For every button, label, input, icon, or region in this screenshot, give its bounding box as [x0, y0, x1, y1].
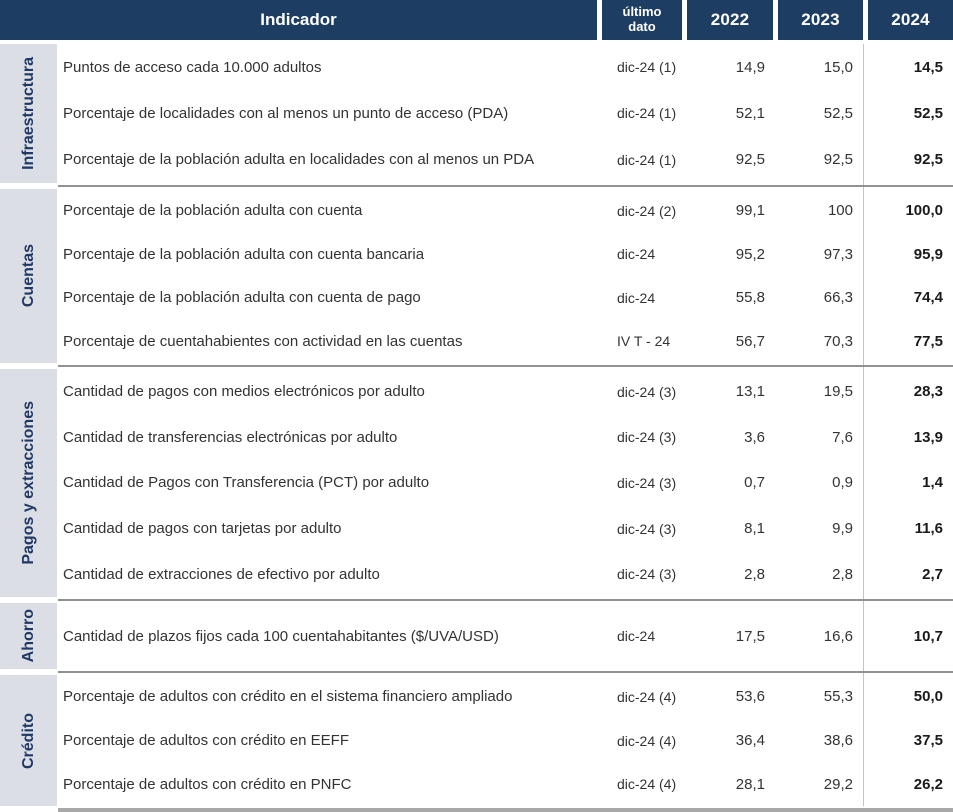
group-rows — [57, 189, 953, 363]
value-2024-cell: 10,7 — [913, 627, 943, 645]
table-row — [57, 44, 953, 90]
group-label-cell — [0, 369, 57, 597]
row-group — [0, 189, 953, 363]
indicator-cell: Porcentaje de la población adulta en localidades con al menos un PDA — [63, 151, 535, 169]
value-2022-cell: 55,8 — [735, 289, 765, 307]
last-data-cell: dic-24 (4) — [617, 776, 677, 793]
value-2023-cell: 29,2 — [823, 775, 853, 793]
value-2022-cell: 2,8 — [744, 565, 765, 583]
value-2022-cell: 92,5 — [735, 151, 765, 169]
value-2024-cell: 28,3 — [913, 383, 943, 401]
value-2024-cell: 11,6 — [914, 520, 943, 538]
value-2023-cell: 15,0 — [823, 58, 853, 76]
last-data-cell: dic-24 (4) — [617, 732, 677, 749]
table-row — [57, 369, 953, 415]
last-data-cell: dic-24 (3) — [617, 474, 677, 491]
last-data-cell: dic-24 (4) — [617, 688, 677, 705]
group-label: Ahorro — [19, 609, 37, 663]
group-label-cell — [0, 603, 57, 669]
table-row — [57, 90, 953, 136]
indicator-cell: Porcentaje de la población adulta con cuenta de pago — [63, 289, 421, 307]
group-label: Crédito — [19, 712, 37, 769]
group-separator — [58, 599, 953, 601]
last-data-cell: dic-24 — [617, 289, 656, 306]
group-separator — [58, 365, 953, 367]
value-2022-cell: 56,7 — [735, 332, 765, 350]
indicator-cell: Cantidad de extracciones de efectivo por adulto — [63, 565, 380, 583]
last-data-cell: IV T - 24 — [617, 333, 671, 350]
table-row — [57, 460, 953, 506]
table-row — [57, 506, 953, 552]
header-year-2022: 2022 — [687, 0, 773, 40]
group-rows — [57, 603, 953, 669]
indicator-cell: Porcentaje de la población adulta con cuenta bancaria — [63, 245, 425, 263]
row-group — [0, 44, 953, 183]
table-row — [57, 762, 953, 806]
indicator-cell: Puntos de acceso cada 10.000 adultos — [63, 58, 322, 76]
value-2022-cell: 28,1 — [735, 775, 765, 793]
value-2023-cell: 0,9 — [832, 474, 853, 492]
table-row — [57, 233, 953, 277]
value-2022-cell: 95,2 — [735, 245, 765, 263]
value-2024-cell: 37,5 — [913, 732, 943, 749]
last-data-cell: dic-24 (3) — [617, 383, 677, 400]
table-body — [0, 44, 953, 806]
last-data-cell: dic-24 (2) — [617, 202, 677, 219]
group-rows — [57, 44, 953, 183]
value-2024-cell: 50,0 — [913, 688, 943, 706]
indicator-cell: Cantidad de transferencias electrónicas por adulto — [63, 428, 398, 446]
value-2023-cell: 52,5 — [823, 104, 853, 122]
table-row — [57, 675, 953, 719]
value-2023-cell: 7,6 — [832, 428, 853, 446]
last-data-cell: dic-24 (1) — [617, 105, 677, 122]
value-2023-cell: 92,5 — [823, 151, 853, 169]
value-2024-cell: 1,4 — [922, 474, 943, 492]
value-2022-cell: 53,6 — [735, 688, 765, 706]
indicator-cell: Cantidad de pagos con medios electrónicos por adulto — [63, 383, 425, 401]
group-rows — [57, 675, 953, 806]
indicator-cell: Porcentaje de cuentahabientes con actividad en las cuentas — [63, 332, 463, 350]
last-data-cell: dic-24 (1) — [617, 59, 677, 76]
table-row — [57, 719, 953, 763]
bottom-bar — [58, 808, 953, 812]
group-separator — [58, 671, 953, 673]
group-label-cell — [0, 675, 57, 806]
value-2024-cell: 2,7 — [922, 565, 943, 583]
value-2023-cell: 2,8 — [832, 565, 853, 583]
value-2022-cell: 3,6 — [744, 428, 765, 446]
indicator-cell: Porcentaje de adultos con crédito en el sistema financiero ampliado — [63, 688, 513, 706]
value-2024-cell: 74,4 — [913, 289, 943, 307]
value-2024-cell: 14,5 — [913, 58, 943, 76]
last-data-cell: dic-24 — [617, 628, 656, 644]
table-row — [57, 320, 953, 364]
value-2023-cell: 97,3 — [823, 245, 853, 263]
value-2024-cell: 100,0 — [905, 202, 943, 220]
value-2022-cell: 52,1 — [735, 104, 765, 122]
last-data-cell: dic-24 (3) — [617, 520, 677, 537]
indicator-cell: Cantidad de plazos fijos cada 100 cuentahabitantes ($/UVA/USD) — [63, 627, 499, 645]
table-row — [57, 551, 953, 597]
table-header — [0, 0, 953, 40]
value-2023-cell: 38,6 — [823, 732, 853, 749]
group-label: Infraestructura — [19, 57, 37, 170]
table-row — [57, 189, 953, 233]
header-last-data: último dato — [602, 0, 682, 40]
last-data-cell: dic-24 — [617, 246, 656, 263]
header-indicator: Indicador — [0, 0, 597, 40]
last-data-cell: dic-24 (3) — [617, 566, 677, 583]
value-2023-cell: 55,3 — [823, 688, 853, 706]
group-label: Pagos y extracciones — [19, 401, 37, 565]
value-2023-cell: 16,6 — [823, 627, 853, 645]
group-label: Cuentas — [19, 244, 37, 308]
value-2023-cell: 66,3 — [823, 289, 853, 307]
value-2022-cell: 36,4 — [735, 732, 765, 749]
value-2024-cell: 26,2 — [913, 775, 943, 793]
indicator-cell: Porcentaje de adultos con crédito en PNFC — [63, 775, 352, 793]
indicator-cell: Porcentaje de localidades con al menos un punto de acceso (PDA) — [63, 104, 509, 122]
value-2024-cell: 77,5 — [913, 332, 943, 350]
value-2022-cell: 8,1 — [744, 520, 765, 538]
value-2023-cell: 9,9 — [832, 520, 853, 538]
last-data-cell: dic-24 (3) — [617, 429, 677, 446]
table-row — [57, 276, 953, 320]
group-label-cell — [0, 44, 57, 183]
table-row — [57, 137, 953, 183]
last-data-cell: dic-24 (1) — [617, 151, 677, 168]
value-2024-cell: 92,5 — [913, 151, 943, 169]
value-2024-cell: 13,9 — [913, 428, 943, 446]
row-group — [0, 369, 953, 597]
header-year-2024: 2024 — [868, 0, 953, 40]
table-row — [57, 603, 953, 669]
row-group — [0, 603, 953, 669]
value-2023-cell: 19,5 — [823, 383, 853, 401]
value-2022-cell: 0,7 — [744, 474, 765, 492]
table-row — [57, 415, 953, 461]
row-group — [0, 675, 953, 806]
header-year-2023: 2023 — [778, 0, 863, 40]
value-2022-cell: 17,5 — [735, 627, 765, 645]
indicator-cell: Porcentaje de adultos con crédito en EEFF — [63, 732, 349, 749]
value-2022-cell: 99,1 — [735, 202, 765, 220]
indicator-cell: Cantidad de Pagos con Transferencia (PCT) por adulto — [63, 474, 430, 492]
value-2023-cell: 100 — [827, 202, 853, 220]
value-2024-cell: 52,5 — [913, 104, 943, 122]
value-2024-cell: 95,9 — [913, 245, 943, 263]
group-rows — [57, 369, 953, 597]
group-separator — [58, 185, 953, 187]
indicator-cell: Porcentaje de la población adulta con cuenta — [63, 202, 363, 220]
indicator-cell: Cantidad de pagos con tarjetas por adulto — [63, 520, 342, 538]
value-2022-cell: 14,9 — [735, 58, 765, 76]
group-label-cell — [0, 189, 57, 363]
value-2023-cell: 70,3 — [823, 332, 853, 350]
value-2022-cell: 13,1 — [735, 383, 765, 401]
